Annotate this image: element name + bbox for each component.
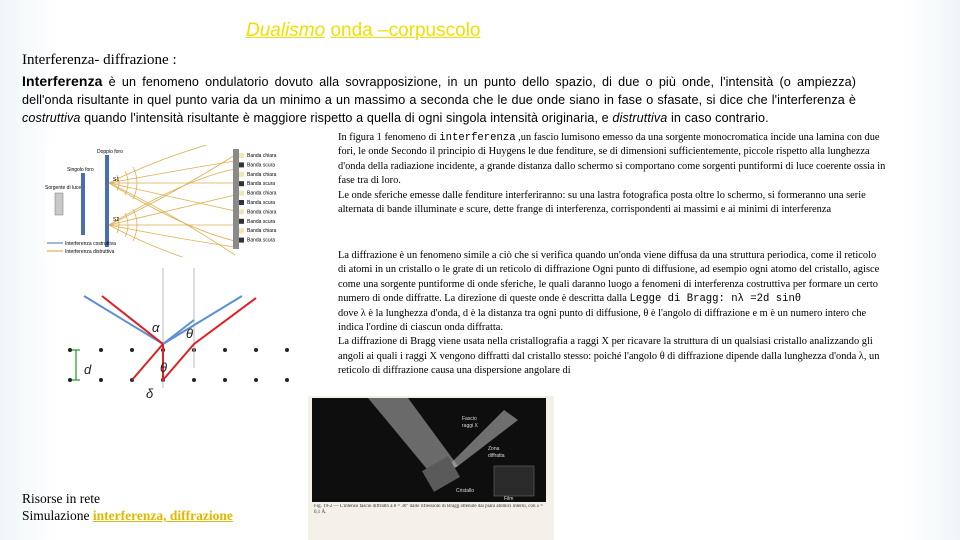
p1-text-b: ,un fascio lumisono emesso da una sorgente monocromatica incide una lamina con due fori, le onde Secondo il principio di Huygens le due fenditure, se di dimensioni sufficientemente, piccole rispetto alla lunghezza d'onda della radiazione incidente, a grande distanza dallo schermo si comportano come sorgenti puntiformi di luce coerente ossia in fase tra di loro. [338, 132, 886, 187]
band-label: Banda chiara [247, 153, 277, 159]
photo-label-1: Fascio [462, 416, 477, 422]
label-d: d [84, 362, 92, 377]
photo-label-6: Film [504, 496, 514, 502]
legend-distruttiva: Interferenza distruttiva [65, 249, 115, 255]
intro-distruttiva: distruttiva [612, 111, 668, 125]
interference-paragraph [338, 131, 886, 217]
photo-label-2: raggi X [462, 423, 478, 429]
band-label: Banda chiara [247, 209, 277, 216]
label-theta-1: θ [186, 326, 194, 341]
intro-text-c: in caso contrario. [667, 111, 769, 125]
intro-costruttiva: costruttiva [22, 111, 81, 125]
label-singolo-foro: Singolo foro [67, 167, 94, 173]
band-label: Banda scura [247, 237, 276, 244]
legend-costruttiva: Interferenza costruttiva [65, 241, 116, 247]
slide-title [246, 20, 480, 42]
band-label: Banda chiara [247, 228, 277, 235]
p2-text-b: dove λ è la lunghezza d'onda, d è la distanza tra ogni punto di diffusione, θ è l'angolo di diffrazione e m è un numero intero che indica l'ordine di ciascun onda diffratta. [338, 307, 867, 334]
intro-text-b: quando l'intensità risultante è maggiore rispetto a quella di ogni singola intensità originaria, e [80, 111, 613, 125]
band-label: Banda scura [247, 218, 276, 225]
lattice-atom [285, 378, 289, 382]
simulation-link[interactable]: interferenza, diffrazione [92, 508, 233, 523]
p1-text-c: Le onde sferiche emesse dalle fenditure interferiranno: su una lastra fotografica posta oltre lo schermo, si formeranno una serie alternata di bande illuminate e scure, dette frange di interferenza, corrispondenti ai massimi e ai minimi di interferenza [338, 189, 866, 216]
lattice-atom [285, 348, 289, 352]
lattice-atom [192, 378, 196, 382]
resources-label: Simulazione [22, 508, 93, 523]
label-doppio-foro: Doppio foro [97, 149, 123, 155]
intro-text-a: è un fenomeno ondulatorio dovuto alla sovrapposizione, in un punto dello spazio, di due o più onde, l'intensità (o ampiezza) dell'onda risultante in quel punto varia da un minimo a un massimo a seconda che le due onde siano in fase o sfasate, si dice che l'interferenza è [22, 75, 856, 107]
p1-term: interferenza [439, 132, 516, 144]
photo-label-3: Zona [488, 446, 500, 452]
lattice-atom [99, 348, 103, 352]
band-label: Banda scura [247, 181, 276, 188]
lattice-atom [223, 348, 227, 352]
label-delta: δ [146, 386, 154, 401]
intro-paragraph [22, 72, 856, 127]
band-swatch [239, 238, 244, 243]
lattice-atom [68, 378, 72, 382]
band-label: Banda chiara [247, 190, 277, 197]
band-swatch [239, 181, 244, 186]
diffraction-paragraph [338, 249, 886, 379]
band-label: Banda scura [247, 200, 276, 206]
band-swatch [239, 209, 244, 214]
title-part1: Dualismo [246, 20, 326, 41]
band-swatch [239, 219, 244, 224]
label-alpha: α [152, 320, 160, 335]
bragg-law: Legge di Bragg: nλ =2d sinθ [629, 293, 802, 306]
bragg-photo [308, 396, 554, 540]
band-label: Banda scura [247, 162, 276, 169]
resources-heading: Risorse in rete [22, 491, 100, 506]
band-swatch [239, 153, 244, 158]
interference-figure [45, 145, 315, 257]
lattice-atom [99, 378, 103, 382]
photo-label-5: Cristallo [456, 488, 475, 494]
lattice-atom [223, 378, 227, 382]
band-swatch [239, 228, 244, 233]
photo-label-4: diffratta [488, 453, 505, 459]
p2-text-a: La diffrazione è un fenomeno simile a ciò che si verifica quando un'onda viene diffusa da una struttura periodica, come il reticolo di atomi in un cristallo o le grate di un reticolo di diffrazione Ogni punto di diffusione, ad esempio ogni atomo del cristallo, agisce come una sorgente puntiforme di onde sferiche, le quali daranno luogo a fenomeni di interferenza costruttiva per formare un certo numero di onde diffratte. La direzione di queste onde è descritta dalla [338, 250, 880, 305]
title-part2: onda –corpuscolo [330, 20, 481, 41]
intro-keyword: Interferenza [22, 73, 103, 89]
subtitle: Interferenza- diffrazione : [22, 52, 177, 68]
p1-text-a: In figura 1 fenomeno di [338, 132, 440, 143]
photo-caption: Fig. 19-2 — L'intenso fascio diffratto a θ = 30° dalle riflessioni di Bragg ottenute dai piani atomici interni, con λ = 0,1 Å. [314, 504, 544, 515]
bragg-figure [66, 268, 294, 408]
lattice-atom [254, 378, 258, 382]
resources [22, 490, 233, 524]
lattice-atom [130, 348, 134, 352]
band-swatch [239, 162, 244, 167]
label-theta-2: θ [160, 360, 168, 375]
label-s2: S2 [113, 217, 120, 223]
p2-text-c: La diffrazione di Bragg viene usata nella cristallografia a raggi X per ricavare la struttura di un qualsiasi cristallo analizzando gli angoli ai quali i raggi X vengono diffratti dal cristallo stesso: poiché l'angolo θ di diffrazione dipende dalla lunghezza d'onda λ, un reticolo di diffrazione causa una dispersione angolare di [338, 336, 880, 377]
label-sorgente: Sorgente di luce [45, 185, 82, 191]
band-swatch [239, 191, 244, 196]
band-swatch [239, 172, 244, 177]
label-s1: S1 [113, 177, 120, 183]
band-swatch [239, 200, 244, 205]
lattice-atom [68, 348, 72, 352]
band-label: Banda chiara [247, 171, 277, 178]
lattice-atom [254, 348, 258, 352]
